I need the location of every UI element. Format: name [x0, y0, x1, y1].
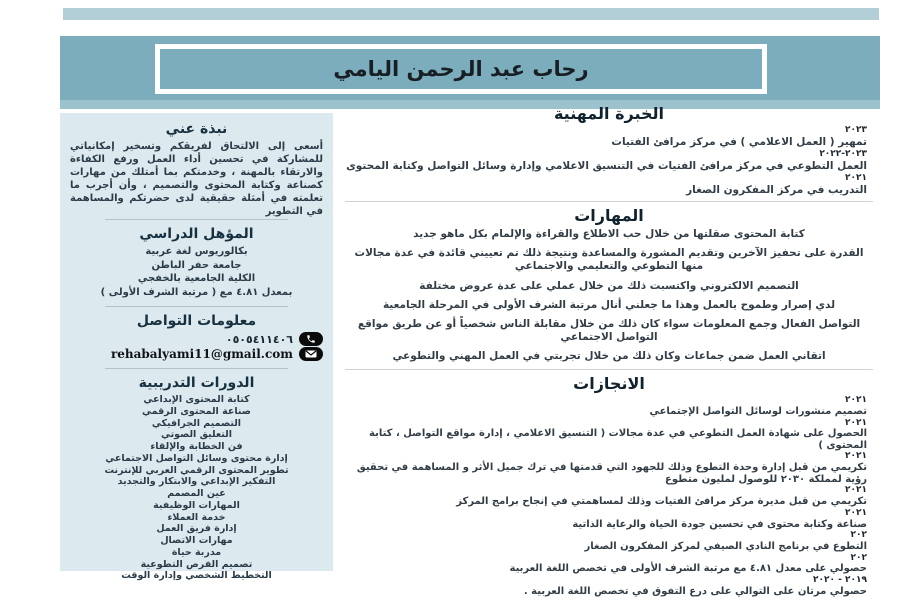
experience-text: تمهير ( العمل الاعلامي ) في مركز مرافئ الفتيات: [611, 135, 867, 148]
skill-item: القدرة على تحفيز الآخرين وتقديم المشورة والمساعدة ونتيجة ذلك تم تعييني قائدة في عدة مجالات منها التطوعي والتعليمي والاجتماعي: [354, 247, 864, 273]
courses-section-title: الدورات التدريبية: [138, 375, 255, 391]
course-item: التعليق الصوتي: [160, 429, 232, 441]
achievement-text: صناعة وكتابة محتوى في تحسين جودة الحياة والرعاية الذاتية: [572, 518, 867, 530]
achievements-section-title: الانجازات: [573, 374, 645, 394]
achievement-text: الحصول على شهادة العمل التطوعي في عدة مجالات ( التنسيق الاعلامي ، إدارة مواقع التواصل ، كتابة المحتوى ): [369, 428, 867, 451]
education-gpa: بمعدل ٤.٨١ مع ( مرتبة الشرف الأولى ): [100, 286, 293, 298]
achievement-text: حصولي مرتان على التوالي على درع التفوق في تخصص اللغة العربية .: [523, 585, 867, 597]
achievement-date: ٢٠٢١: [845, 451, 867, 462]
achievement-date: ٢٠٢٠ - ٢٠١٩: [813, 574, 867, 585]
skill-item: التواصل الفعال وجمع المعلومات سواء كان ذلك من خلال مقابلة الناس شخصياً أو عن طريق مواقع التواصل الاجتماعي: [357, 317, 861, 343]
skill-item: التصميم الالكتروني واكتسبت ذلك من خلال عملي على عدة عروض مختلفة: [419, 279, 799, 292]
education-degree: بكالوريوس لغة عربية: [145, 246, 248, 257]
achievement-entry: [345, 452, 867, 485]
course-item: التصميم الجرافيكي: [151, 417, 242, 429]
achievements-section: [345, 374, 873, 597]
skill-item: كتابة المحتوى صقلتها من خلال حب الاطلاع والقراءة والإلمام بكل ماهو جديد: [413, 228, 805, 241]
education-university: جامعة حفر الباطن: [151, 259, 242, 271]
experience-section-title: الخبرة المهنية: [553, 104, 665, 123]
experience-entry: [345, 126, 867, 148]
achievement-text: حصولي على معدل ٤.٨١ مع مرتبة الشرف الأولى في تخصص اللغة العربية: [509, 563, 867, 575]
experience-date: ٢٠٢١: [845, 173, 867, 184]
about-text: أسعى إلى الالتحاق لفريقكم وتسخير إمكانياتي للمشاركة في تحسين أداء العمل ورفع الكفاءة والارتقاء بالمهنة ، وخدمتكم بما أمتلك من مهارات كصناعة وكتابة المحتوى والتصميم ، وأن أجرب ما تعلمته في أمثلة حقيقية لدى حضرتكم والمساهمة في التطوير: [70, 141, 323, 217]
experience-entry: [345, 174, 867, 196]
name-frame: [155, 44, 767, 94]
phone-number: ٠٥٠٥٤١١٤٠٦: [225, 332, 293, 346]
achievement-entry: [345, 419, 867, 452]
skill-item: لدي إصرار وطموح بالعمل وهذا ما جعلني أنال مرتبة الشرف الأولى في المرحلة الجامعية: [382, 298, 836, 311]
achievement-date: ٢٠٢: [850, 530, 867, 541]
achievement-text: التطوع في برنامج النادي الصيفي لمركز المفكرون الصغار: [584, 541, 867, 553]
sidebar-divider: [105, 219, 287, 220]
main-divider: [345, 369, 873, 370]
about-section-title: نبذة عني: [165, 121, 228, 137]
achievement-entry: [345, 486, 867, 507]
sidebar-divider: [105, 306, 287, 307]
course-item: تصميم الفرص التطوعية: [140, 558, 253, 570]
achievement-entry: [345, 576, 867, 597]
course-item: مدربة حياة: [171, 546, 222, 558]
experience-text: التدريب في مركز المفكرون الصغار: [686, 184, 867, 197]
experience-date: ٢٠٢٢-٢٠٢٣: [819, 149, 867, 160]
top-accent-strip: [63, 8, 879, 20]
achievement-date: ٢٠٢١: [845, 395, 867, 406]
course-item: صناعة المحتوى الرقمي: [141, 405, 251, 417]
course-item: المهارات الوظيفية: [153, 499, 240, 511]
sidebar: [60, 113, 333, 582]
main-column: [345, 104, 873, 598]
course-item: تطوير المحتوى الرقمي العربي للإنترنت: [104, 464, 289, 476]
course-item: إدارة محتوى وسائل التواصل الاجتماعي: [105, 452, 288, 464]
achievement-text: تكريمي من قبل مديرة مركز مرافئ الفتيات وذلك لمساهمتي في إنجاح برامج المركز: [456, 496, 867, 508]
experience-entry: [345, 150, 867, 172]
achievement-text: تصميم منشورات لوسائل التواصل الإجتماعي: [649, 406, 867, 418]
phone-icon: [299, 332, 323, 346]
achievement-date: ٢٠٢: [850, 552, 867, 563]
skill-item: اتقاني العمل ضمن جماعات وكان ذلك من خلال تجربتي في العمل المهني والتطوعي: [392, 350, 826, 363]
course-item: كتابة المحتوى الإبداعي: [143, 394, 250, 405]
course-item: خدمة العملاء: [167, 511, 226, 523]
email-row: [70, 347, 323, 361]
skills-section-title: المهارات: [574, 206, 644, 226]
achievement-date: ٢٠٢١: [845, 417, 867, 428]
achievement-entry: [345, 554, 867, 575]
header-band: [60, 36, 880, 102]
education-college: الكلية الجامعية بالخفجي: [137, 273, 256, 284]
course-item: التخطيط الشخصي وإدارة الوقت: [121, 570, 272, 582]
education-section-title: المؤهل الدراسي: [139, 226, 254, 242]
achievement-date: ٢٠٢١: [845, 485, 867, 496]
achievement-date: ٢٠٢١: [845, 507, 867, 518]
achievement-text: تكريمي من قبل إدارة وحدة التطوع وذلك للجهود التي قدمتها في ترك جميل الأثر و المساهمة في تحقيق رؤية لمملكة ٢٠٣٠ للوصول لمليون متطوع: [356, 462, 867, 485]
main-divider: [345, 201, 873, 202]
achievement-entry: [345, 509, 867, 530]
achievement-entry: [345, 396, 867, 417]
sidebar-divider: [105, 368, 287, 369]
achievement-entry: [345, 531, 867, 552]
envelope-icon: [299, 347, 323, 361]
contact-section-title: معلومات التواصل: [136, 313, 257, 329]
course-item: عين المصمم: [167, 488, 226, 500]
experience-text: العمل التطوعي في مركز مرافئ الفتيات في التنسيق الاعلامي وإدارة وسائل التواصل وكتابة المحتوى: [346, 159, 867, 172]
course-item: فن الخطابة والإلقاء: [150, 441, 243, 453]
course-item: التفكير الإبداعي والابتكار والتجديد: [117, 476, 276, 488]
experience-date: ٢٠٢٣: [845, 125, 867, 135]
phone-row: [70, 332, 323, 346]
email-address: rehabalyami11@gmail.com: [110, 347, 293, 361]
course-item: مهارات الاتصال: [160, 535, 233, 547]
course-item: إدارة فريق العمل: [156, 523, 237, 535]
candidate-name: رحاب عبد الرحمن اليامي: [333, 57, 589, 81]
